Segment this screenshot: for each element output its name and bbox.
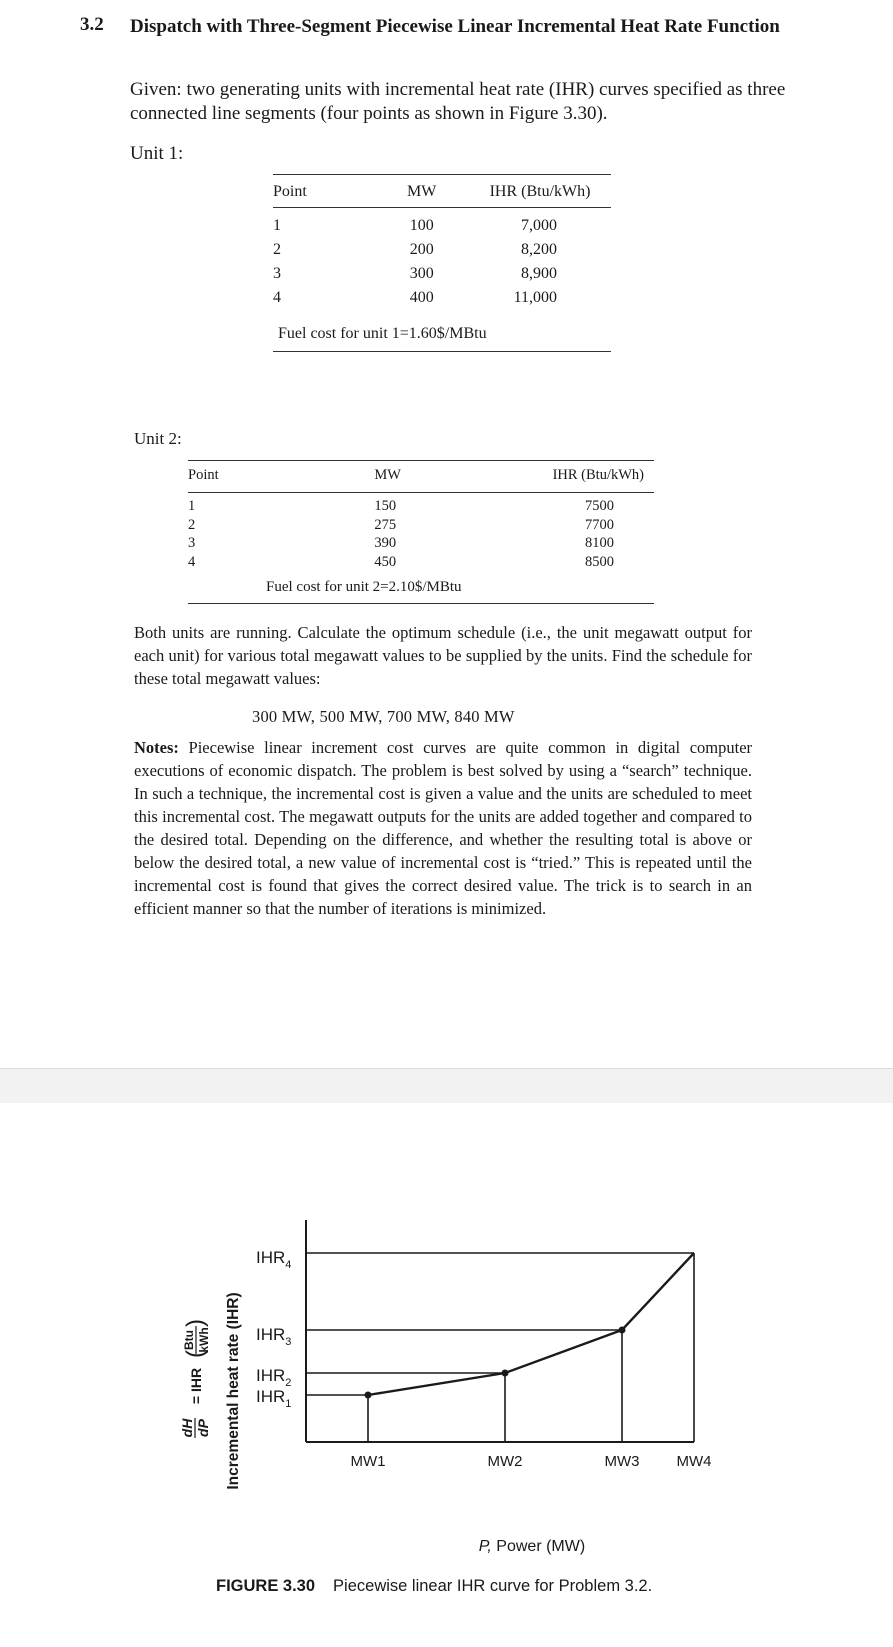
y-tick-label: $IHR_1$ <box>256 1387 292 1410</box>
unit1-cell: 2 <box>273 241 281 258</box>
unit2-cell: 8100 <box>585 535 614 551</box>
problem-number: 3.2 <box>80 14 104 35</box>
unit2-table <box>188 460 654 571</box>
unit1-header-ihr: IHR (Btu/kWh) <box>469 175 611 208</box>
x-tick-label: MW2 <box>487 1453 523 1470</box>
x-axis-title: P, Power (MW) <box>478 1538 586 1555</box>
unit2-cell: 390 <box>374 535 397 551</box>
question-text: Both units are running. Calculate the optimum schedule (i.e., the unit megawatt output for each unit) for various total megawatt values to be supplied by the units. Find the schedule for these total megawatt values: <box>134 623 752 688</box>
unit1-cell: 1 <box>273 217 281 234</box>
unit2-cell: 4 <box>188 553 196 570</box>
unit2-label: Unit 2: <box>134 429 182 448</box>
formula-equals-ihr: = IHR <box>188 1367 204 1405</box>
y-tick-label: $IHR_3$ <box>256 1325 292 1348</box>
unit1-cell: 400 <box>409 289 434 306</box>
unit1-cell: 8,200 <box>521 241 557 258</box>
unit1-label: Unit 1: <box>130 143 184 164</box>
curve-point <box>502 1370 509 1377</box>
unit2-cell: 150 <box>374 498 397 514</box>
table-row <box>273 261 611 285</box>
figure-x-labels <box>351 1453 712 1470</box>
x-tick-label: MW1 <box>350 1453 386 1470</box>
unit1-cell: 11,000 <box>513 289 557 306</box>
table-row <box>188 516 654 535</box>
notes-paragraph <box>134 736 752 920</box>
notes-text: Piecewise linear increment cost curves are quite common in digital computer executions of economic dispatch. The problem is best solved by using a “search” technique. In such a technique, the incremental cost is given a value and the units are scheduled to meet this incremental cost. The megawatt outputs for the units are added together and compared to the desired total. Depending on the difference, and whether the resulting total is above or below the desired total, a new value of incremental cost is “tried.” This is repeated until the incremental cost is found that gives the correct desired value. The trick is to search in an efficient manner so that the number of iterations is minimized. <box>134 738 753 918</box>
unit1-cell: 3 <box>273 265 281 282</box>
unit1-header-point: Point <box>273 175 374 208</box>
ihr-curve <box>365 1253 695 1399</box>
unit2-cell: 275 <box>374 516 397 533</box>
unit2-cell: 8500 <box>585 553 614 570</box>
unit1-table <box>273 174 611 309</box>
formula-dh: dH <box>179 1418 195 1438</box>
given-text: Given: two generating units with incremental heat rate (IHR) curves specified as three connected line segments (four points as shown in Figure 3.30). <box>130 79 786 124</box>
problem-title: Dispatch with Three-Segment Piecewise Linear Incremental Heat Rate Function <box>130 16 780 37</box>
unit1-cell: 300 <box>409 265 434 282</box>
y-tick-label: $IHR_4$ <box>256 1248 292 1271</box>
unit2-bottom-rule <box>188 603 654 604</box>
unit2-cell: 1 <box>188 498 196 514</box>
unit2-cell: 3 <box>188 535 196 551</box>
unit2-header-ihr: IHR (Btu/kWh) <box>514 461 654 493</box>
unit1-cell: 4 <box>273 289 281 306</box>
table-row <box>273 285 611 309</box>
x-tick-label: MW4 <box>676 1453 712 1470</box>
ihr-figure <box>0 1220 893 1560</box>
y-axis-title: Incremental heat rate (IHR) <box>225 1292 242 1490</box>
figure-guides <box>306 1253 694 1442</box>
curve-point <box>365 1392 372 1399</box>
unit1-header-mw: MW <box>374 175 469 208</box>
table-row <box>273 237 611 261</box>
formula-dp: dP <box>195 1419 211 1437</box>
unit1-cell: 100 <box>409 217 434 234</box>
formula-left-paren: ( <box>182 1350 209 1358</box>
figure-y-labels <box>256 1248 291 1410</box>
unit2-cell: 450 <box>374 553 397 570</box>
formula-right-paren: ) <box>182 1319 209 1327</box>
table-row <box>188 553 654 572</box>
formula-btu: Btu <box>182 1330 196 1350</box>
unit1-cell: 200 <box>409 241 434 258</box>
unit2-cell: 2 <box>188 516 196 533</box>
unit2-header-mw: MW <box>374 461 514 493</box>
figure-caption <box>216 1577 652 1596</box>
page-divider <box>0 1068 893 1103</box>
unit2-cell: 7700 <box>585 516 614 533</box>
y-axis-formula <box>179 1319 211 1438</box>
unit1-fuel-cost: Fuel cost for unit 1=1.60$/MBtu <box>278 325 487 342</box>
unit2-header-point: Point <box>188 461 374 493</box>
unit1-cell: 7,000 <box>521 217 557 234</box>
figure-caption-number: FIGURE 3.30 <box>216 1577 316 1595</box>
formula-kwh: kWh <box>197 1327 211 1353</box>
unit1-bottom-rule <box>273 351 611 352</box>
unit2-fuel-cost: Fuel cost for unit 2=2.10$/MBtu <box>266 579 462 595</box>
x-tick-label: MW3 <box>604 1453 640 1470</box>
unit1-cell: 8,900 <box>521 265 557 282</box>
curve-point <box>619 1327 626 1334</box>
total-mw-values: 300 MW, 500 MW, 700 MW, 840 MW <box>252 707 515 726</box>
table-row <box>188 534 654 553</box>
unit2-cell: 7500 <box>585 498 614 514</box>
table-row <box>273 208 611 238</box>
table-row <box>188 493 654 516</box>
figure-caption-text: Piecewise linear IHR curve for Problem 3.2. <box>333 1577 653 1595</box>
y-tick-label: $IHR_2$ <box>256 1366 292 1389</box>
notes-label: Notes: <box>134 738 179 757</box>
